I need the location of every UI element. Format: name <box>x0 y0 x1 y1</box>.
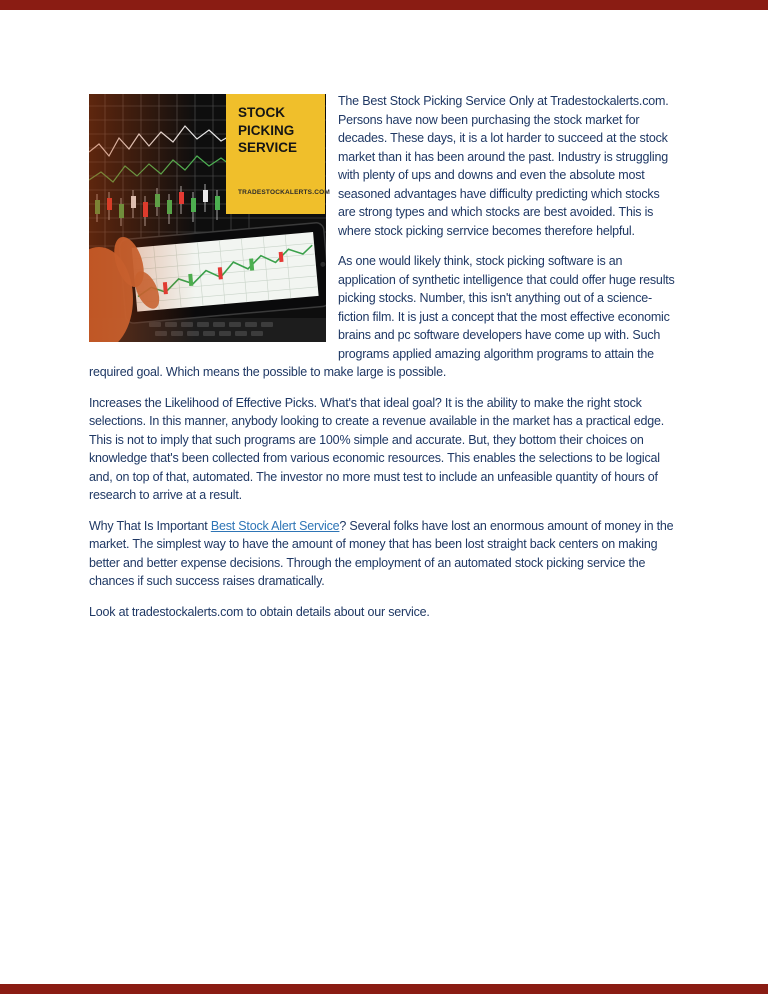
bottom-border <box>0 984 768 994</box>
p4-text-after: ? Several folks have lost an enormous amount of money in the market. The simplest way to have the amount of money that has been lost straight back centers on making better and better expense decisions. Through the employment of an automated stock picking service the chances if such success raises dramatically. <box>89 518 674 588</box>
article-content <box>89 92 680 633</box>
paragraph-intro: The Best Stock Picking Service Only at Tradestockalerts.com. Persons have now been purchasing the stock market for decades. These days, it is a lot harder to succeed at the stock market than it has been around the past. Industry is struggling with plenty of ups and downs and even the absolute most seasoned advantages have difficulty predicting which stocks are strong types and which stocks are best avoided. This is where stock picking serrvice becomes therefore helpful. <box>338 94 669 238</box>
paragraph-important <box>89 517 680 591</box>
best-stock-alert-service-link[interactable]: Best Stock Alert Service <box>210 518 340 533</box>
p4-text-before: Why That Is Important <box>89 518 211 533</box>
paragraph-software: As one would likely think, stock picking software is an application of synthetic intelligence that could offer huge results picking stocks. Number, this isn't anything out of a science-fiction film. It is just a concept that the most effective economic brains and pc software developers have come up with. Such programs applied amazing algorithm programs to attain the required goal. Which means the possible to make large is possible. <box>89 254 675 379</box>
card-subtitle: TRADESTOCKALERTS.COM <box>238 188 330 196</box>
stock-picking-service-card <box>226 94 330 214</box>
card-title: STOCK PICKING SERVICE <box>238 105 298 156</box>
stock-photo <box>89 94 330 342</box>
top-border <box>0 0 768 10</box>
paragraph-likelihood: Increases the Likelihood of Effective Picks. What's that ideal goal? It is the ability to make the right stock selections. In this manner, anybody looking to create a revenue available in the market has a practical edge. This is not to imply that such programs are 100% simple and accurate. But, they bottom their choices on knowledge that's been collected from various economic resources. This enables the selections to be logical and, on top of that, automated. The investor no more must test to include an unfeasible quantity of hours of research to arrive at a result. <box>89 395 665 502</box>
paragraph-cta: Look at tradestockalerts.com to obtain details about our service. <box>89 604 430 619</box>
